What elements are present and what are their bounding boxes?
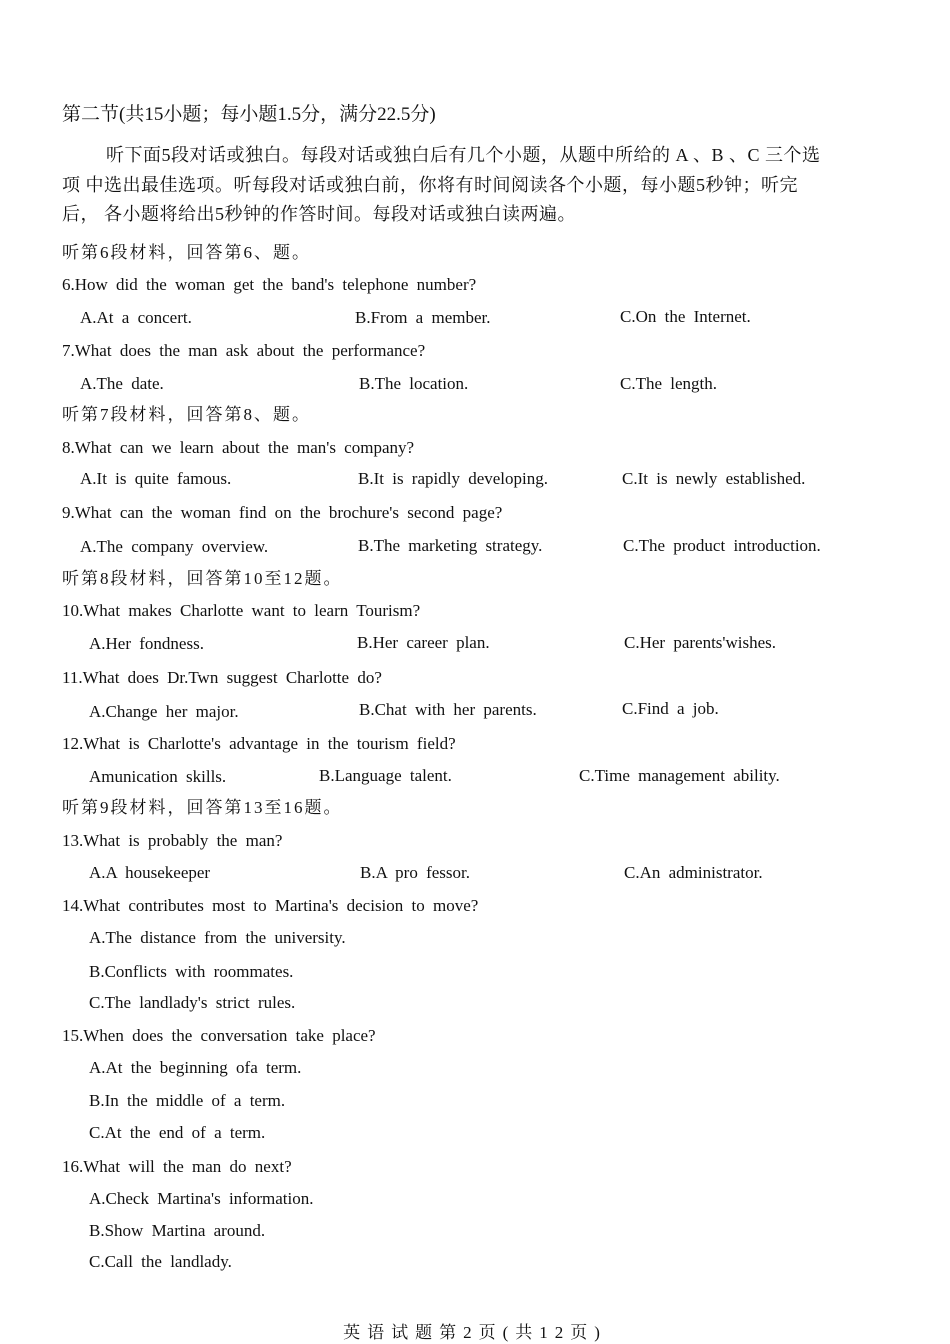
section-title: 第二节(共15小题；每小题1.5分，满分22.5分) xyxy=(62,104,436,125)
option-b: B.Her career plan. xyxy=(357,633,490,652)
option-b: B.The location. xyxy=(359,374,469,393)
instructions-line-1: 听下面5段对话或独白。每段对话或独白后有几个小题，从题中所给的 A 、B 、C 三个选 xyxy=(106,145,821,165)
option-c: C.It is newly established. xyxy=(622,469,806,488)
question-stem: 13.What is probably the man? xyxy=(62,831,283,850)
question-stem: 14.What contributes most to Martina's decision to move? xyxy=(62,896,479,915)
option-a: A.A housekeeper xyxy=(89,863,211,882)
option-c: C.The length. xyxy=(620,374,718,393)
option-b: B.A pro fessor. xyxy=(360,863,470,882)
question-stem: 6.How did the woman get the band's telephone number? xyxy=(62,275,477,294)
question-stem: 10.What makes Charlotte want to learn Tourism? xyxy=(62,601,421,620)
option-c: C.Her parents'wishes. xyxy=(624,633,777,652)
option-a: A.It is quite famous. xyxy=(80,469,232,488)
option-c: C.An administrator. xyxy=(624,863,763,882)
option-b: B.Language talent. xyxy=(319,766,452,785)
option-c: C.At the end of a term. xyxy=(89,1123,266,1142)
option-a: A.At a concert. xyxy=(80,308,192,327)
option-a: A.Her fondness. xyxy=(89,634,204,653)
group-heading: 听第9段材料，回答第13至16题。 xyxy=(62,798,343,817)
option-a: A.Change her major. xyxy=(89,702,239,721)
option-a: A.Check Martina's information. xyxy=(89,1189,314,1208)
option-b: B.Chat with her parents. xyxy=(359,700,537,719)
option-a: A.The distance from the university. xyxy=(89,928,346,947)
option-b: B.From a member. xyxy=(355,308,491,327)
group-heading: 听第6段材料，回答第6、题。 xyxy=(62,243,311,262)
question-stem: 8.What can we learn about the man's company? xyxy=(62,438,415,457)
option-c: C.The product introduction. xyxy=(623,536,821,555)
option-b: B.In the middle of a term. xyxy=(89,1091,286,1110)
question-stem: 9.What can the woman find on the brochure's second page? xyxy=(62,503,503,522)
option-b: B.It is rapidly developing. xyxy=(358,469,549,488)
option-b: B.Conflicts with roommates. xyxy=(89,962,294,981)
question-stem: 11.What does Dr.Twn suggest Charlotte do? xyxy=(62,668,382,687)
option-b: B.The marketing strategy. xyxy=(358,536,543,555)
instructions-line-3: 后， 各小题将给出5秒钟的作答时间。每段对话或独白读两遍。 xyxy=(62,204,576,224)
question-stem: 16.What will the man do next? xyxy=(62,1157,292,1176)
group-heading: 听第7段材料，回答第8、题。 xyxy=(62,405,311,424)
page-footer: 英语试题第2页(共12页) xyxy=(343,1323,607,1342)
option-a: Amunication skills. xyxy=(89,767,227,786)
option-a: A.The date. xyxy=(80,374,164,393)
group-heading: 听第8段材料，回答第10至12题。 xyxy=(62,569,343,588)
option-c: C.The landlady's strict rules. xyxy=(89,993,296,1012)
option-c: C.On the Internet. xyxy=(620,307,751,326)
option-c: C.Find a job. xyxy=(622,699,719,718)
option-a: A.At the beginning ofa term. xyxy=(89,1058,302,1077)
option-b: B.Show Martina around. xyxy=(89,1221,266,1240)
instructions-line-2: 项 中选出最佳选项。听每段对话或独白前，你将有时间阅读各个小题，每小题5秒钟；听完 xyxy=(62,175,798,195)
question-stem: 7.What does the man ask about the performance? xyxy=(62,341,426,360)
question-stem: 15.When does the conversation take place? xyxy=(62,1026,376,1045)
question-stem: 12.What is Charlotte's advantage in the tourism field? xyxy=(62,734,456,753)
option-c: C.Call the landlady. xyxy=(89,1252,232,1271)
option-a: A.The company overview. xyxy=(80,537,269,556)
option-c: C.Time management ability. xyxy=(579,766,780,785)
